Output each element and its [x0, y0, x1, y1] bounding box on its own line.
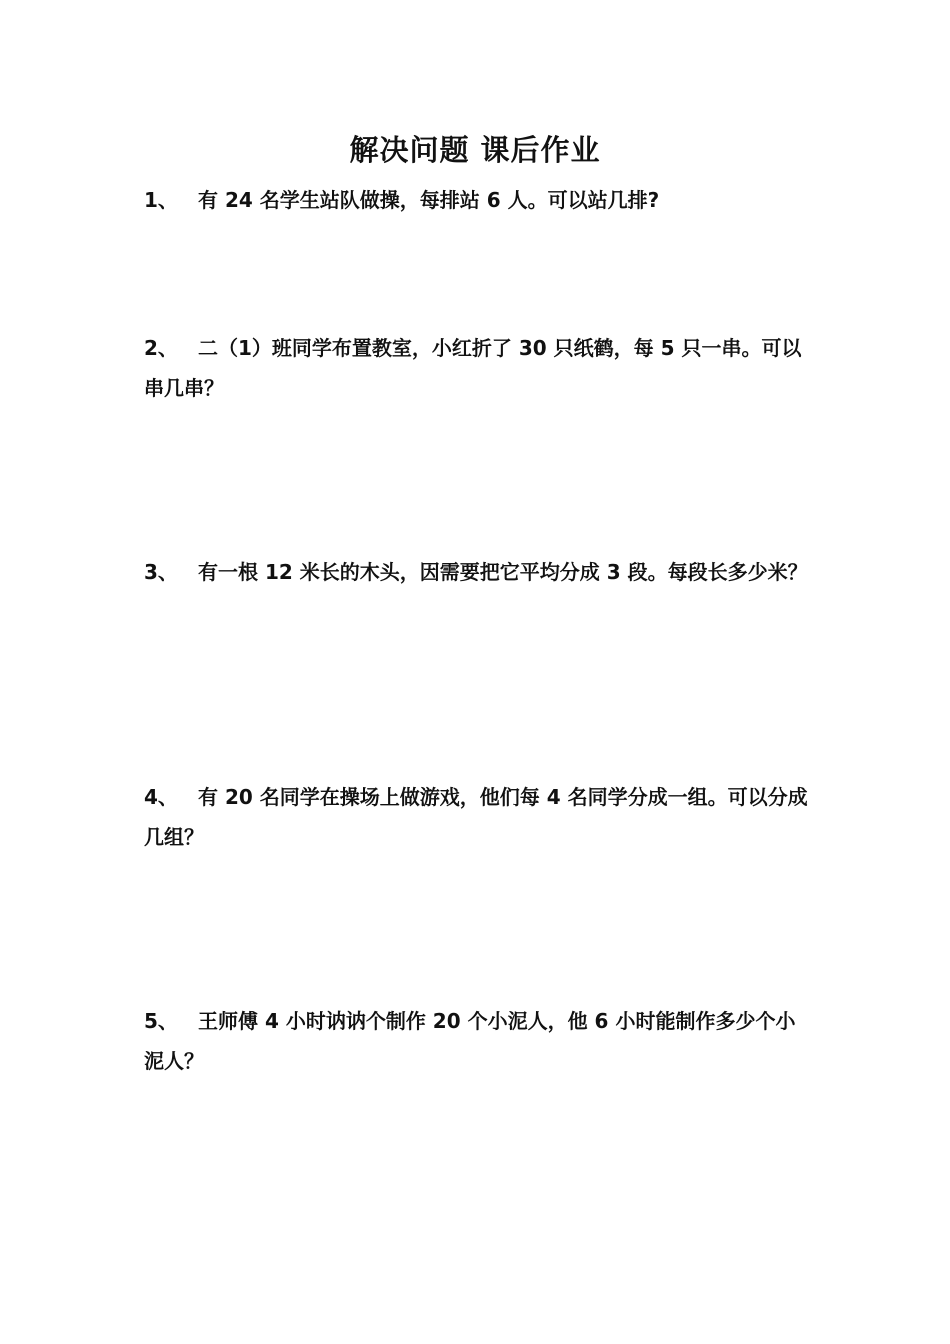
question-5	[144, 1001, 814, 1081]
question-4	[144, 777, 814, 857]
question-number: 4、	[144, 785, 178, 809]
question-1	[144, 180, 814, 220]
page-title: 解决问题 课后作业	[349, 133, 601, 167]
question-number: 3、	[144, 560, 178, 584]
question-2	[144, 328, 814, 408]
question-text: 有 20 名同学在操场上做游戏，他们每 4 名同学分成一组。可以分成几组？	[144, 785, 808, 849]
question-text: 有一根 12 米长的木头，因需要把它平均分成 3 段。每段长多少米？	[198, 560, 808, 584]
question-text: 二（1）班同学布置教室，小红折了 30 只纸鹤，每 5 只一串。可以串几串？	[144, 336, 802, 400]
question-number: 2、	[144, 336, 178, 360]
question-text: 有 24 名学生站队做操，每排站 6 人。可以站几排?	[198, 188, 660, 212]
question-number: 5、	[144, 1009, 178, 1033]
question-text: 王师傅 4 小时讷讷个制作 20 个小泥人，他 6 小时能制作多少个小泥人？	[144, 1009, 796, 1073]
question-3	[144, 552, 814, 592]
question-number: 1、	[144, 188, 178, 212]
